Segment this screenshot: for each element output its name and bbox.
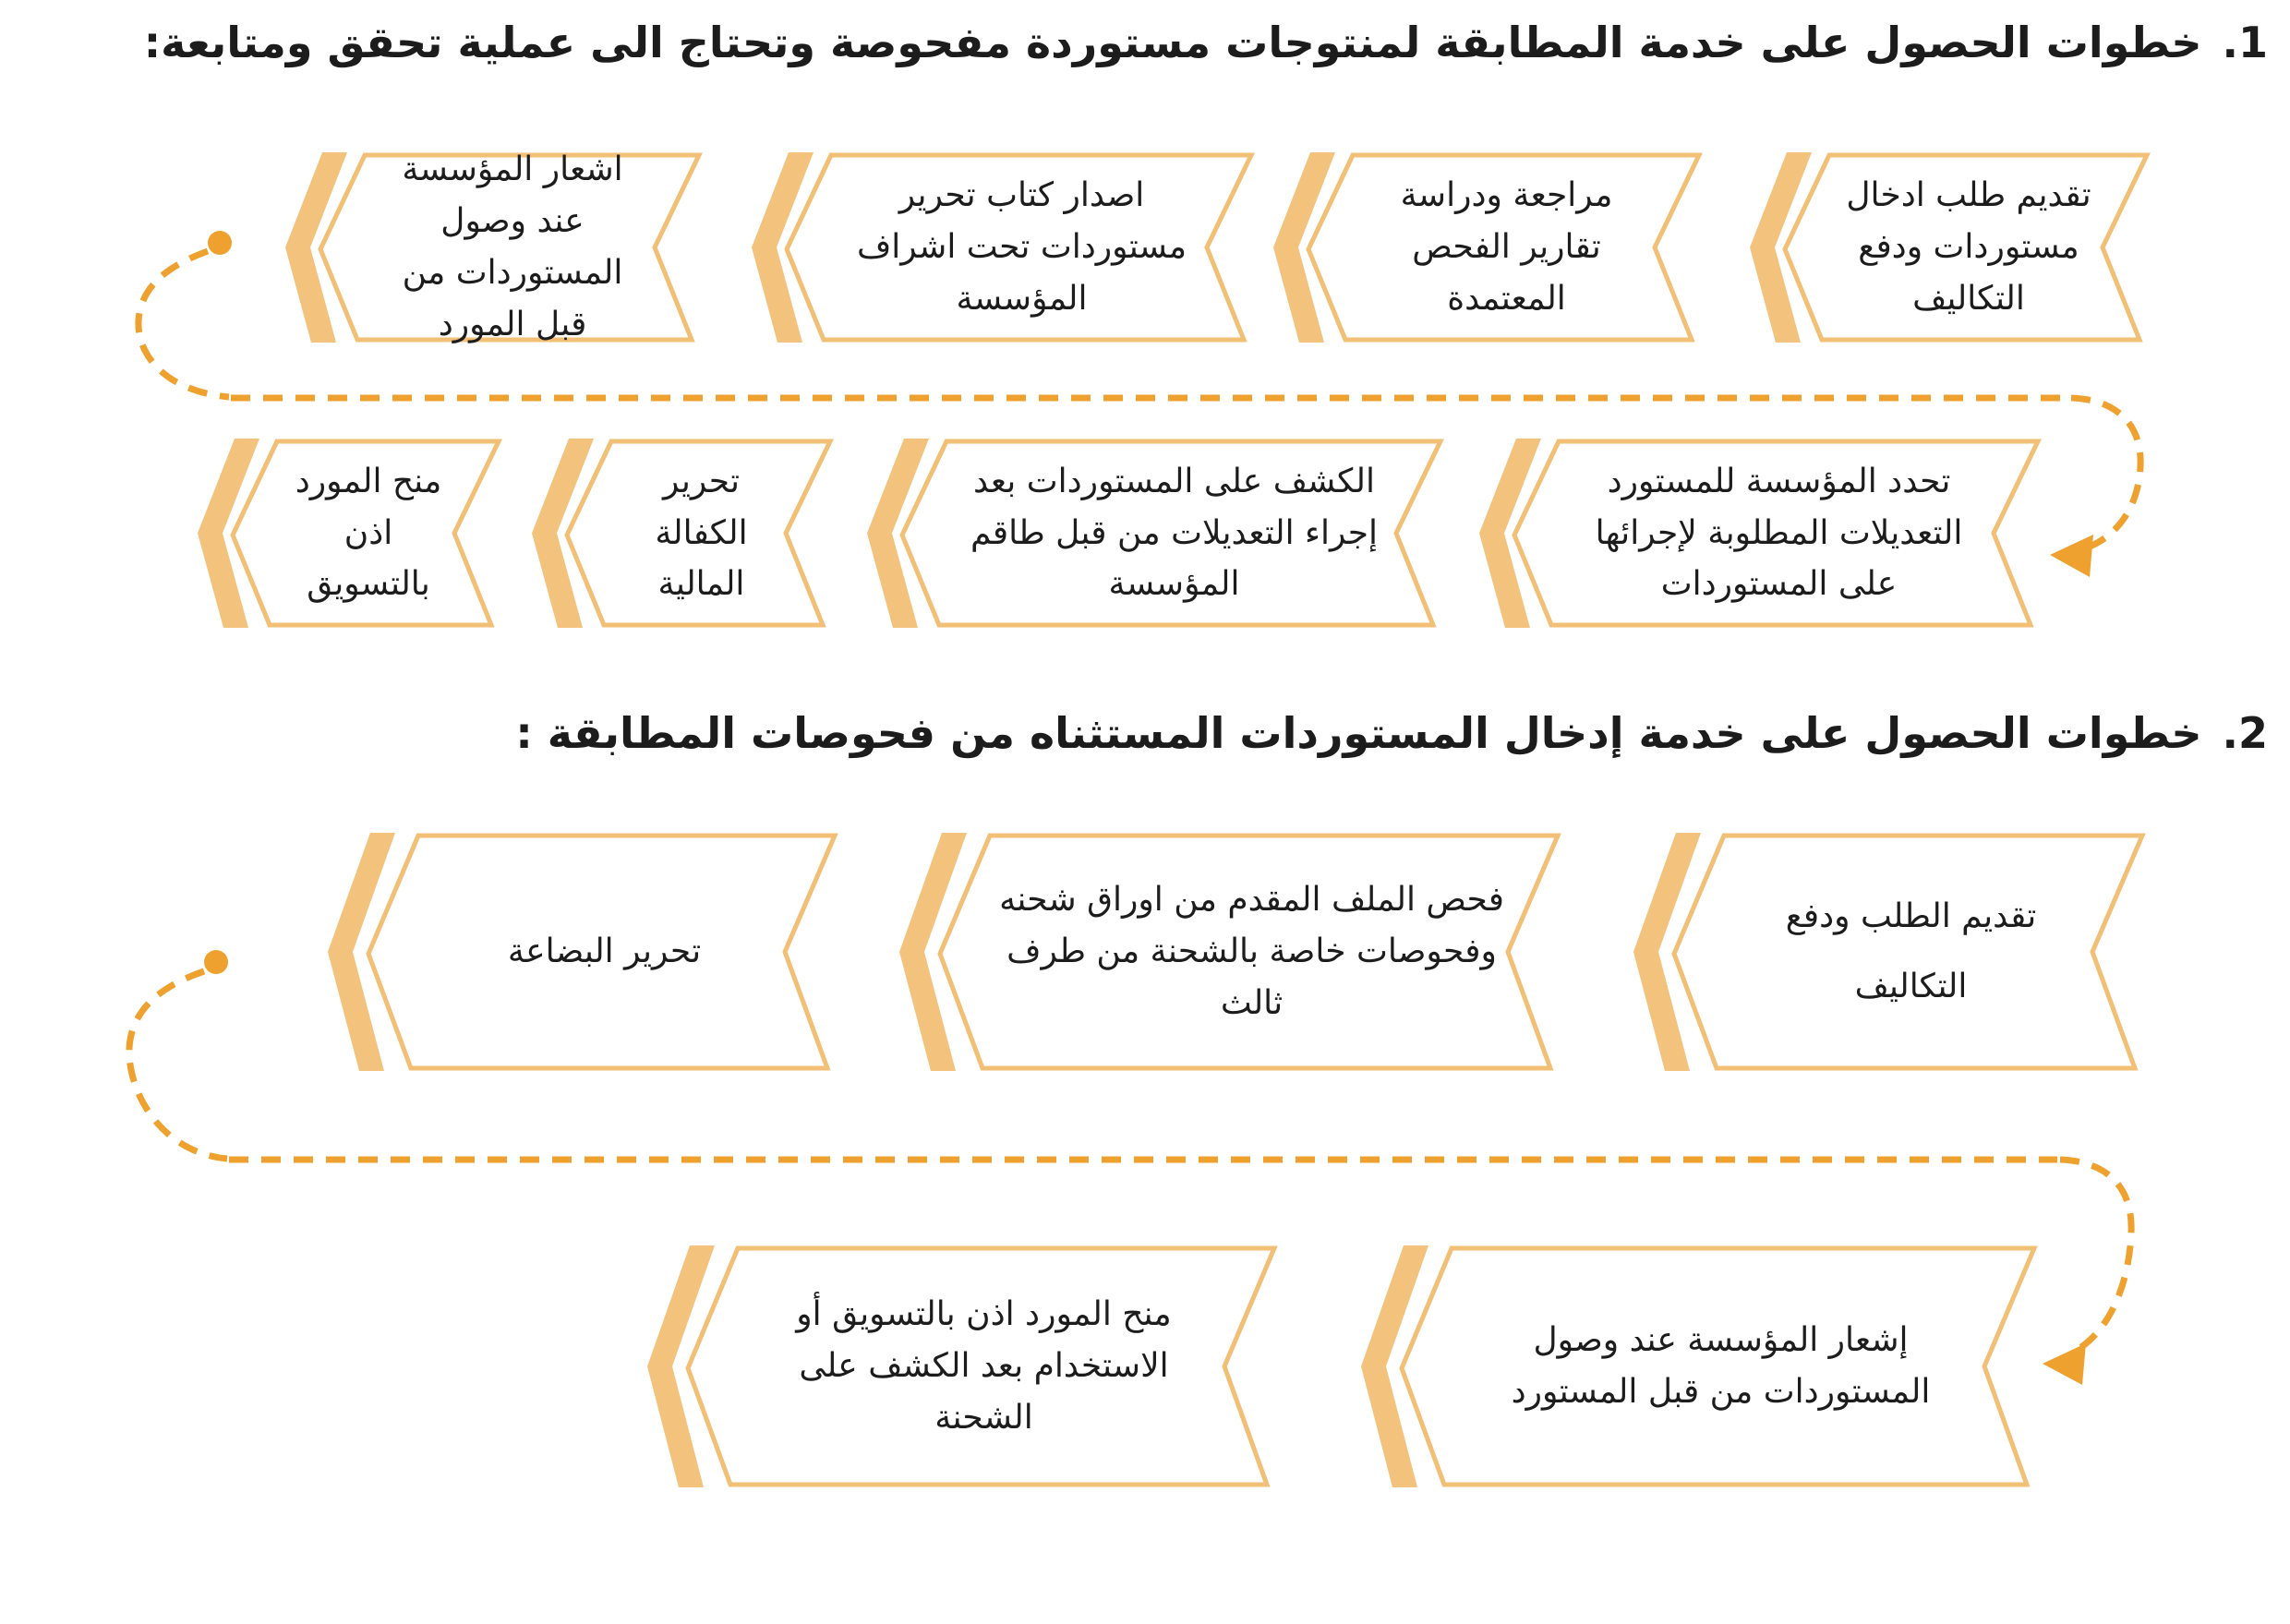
step-release-financial-guarantee xyxy=(528,439,830,628)
flow2-end-hook xyxy=(2060,1160,2131,1352)
step-label: تقديم طلب ادخال مستوردات ودفع التكاليف xyxy=(1846,176,2091,318)
step-submit-request-pay-costs xyxy=(1635,833,2142,1071)
step-label: اصدار كتاب تحرير مستوردات تحت اشراف المؤسسة xyxy=(856,176,1187,318)
step-label: الكشف على المستوردات بعد إجراء التعديلات من قبل طاقم المؤسسة xyxy=(970,462,1379,604)
step-release-goods xyxy=(330,833,835,1071)
section1-title-text: خطوات الحصول على خدمة المطابقة لمنتوجات مستوردة مفحوصة وتحتاج الى عملية تحقق ومتابعة: xyxy=(143,18,2202,67)
step-notify-org-on-arrival-by-importer xyxy=(1363,1245,2034,1487)
step-grant-supplier-marketing-permission xyxy=(194,439,499,628)
flow2-arrowhead xyxy=(2043,1343,2086,1385)
step-issue-release-letter-under-supervision xyxy=(748,152,1251,343)
step-inspect-imports-after-modifications xyxy=(863,439,1440,628)
step-label: اشعار المؤسسة عند وصول المستوردات من قبل المورد xyxy=(402,150,623,343)
flow1-start-dot xyxy=(208,231,232,255)
step-label: فحص الملف المقدم من اوراق شحنه وفحوصات خاصة بالشحنة من طرف ثالث xyxy=(999,881,1504,1022)
section2-title-text: خطوات الحصول على خدمة إدخال المستوردات المستثناه من فحوصات المطابقة : xyxy=(515,708,2202,758)
step-label: تقديم الطلب ودفع التكاليف xyxy=(1785,897,2037,1005)
section1-title xyxy=(144,13,2268,72)
step-label: منح المورد اذن بالتسويق أو الاستخدام بعد الكشف على الشحنة xyxy=(796,1295,1172,1437)
flow2-start-dot xyxy=(204,950,228,974)
step-review-approved-inspection-reports xyxy=(1270,152,1699,343)
flow1-arrowhead xyxy=(2050,535,2093,577)
step-notify-org-on-arrival-by-supplier xyxy=(282,152,699,343)
flow1-end-hook xyxy=(2071,398,2140,548)
section2-title xyxy=(515,704,2268,763)
step-label: تحدد المؤسسة للمستورد التعديلات المطلوبة لإجرائها على المستوردات xyxy=(1595,462,1963,604)
step-label: إشعار المؤسسة عند وصول المستوردات من قبل المستورد xyxy=(1511,1321,1931,1411)
section2-number: 2. xyxy=(2222,708,2268,758)
flow2-start-curve xyxy=(129,971,227,1159)
step-label: تحرير الكفالة المالية xyxy=(655,462,748,604)
step-grant-marketing-or-use-permission xyxy=(649,1245,1274,1487)
step-label: منح المورد اذن بالتسويق xyxy=(295,462,442,604)
section1-number: 1. xyxy=(2222,18,2268,67)
step-org-specifies-required-modifications xyxy=(1476,439,2038,628)
flow1-start-curve xyxy=(139,251,229,397)
step-label: مراجعة ودراسة تقارير الفحص المعتمدة xyxy=(1400,176,1613,318)
step-submit-import-request-pay-costs xyxy=(1746,152,2147,343)
step-examine-file-shipment-docs-third-party xyxy=(901,833,1558,1071)
step-label: تحرير البضاعة xyxy=(507,932,702,971)
